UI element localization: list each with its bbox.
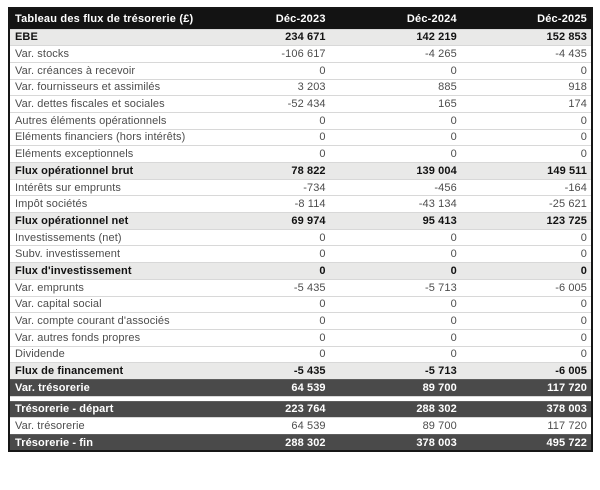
table-row [9, 29, 592, 46]
row-value: -52 434 [198, 96, 329, 113]
table-title: Tableau des flux de trésorerie (£) [9, 8, 198, 29]
row-value: 165 [330, 96, 461, 113]
table-row [9, 62, 592, 79]
table-row [9, 146, 592, 163]
table-row [9, 229, 592, 246]
row-value: 117 720 [461, 418, 592, 435]
row-value: 234 671 [198, 29, 329, 46]
row-value: 288 302 [330, 401, 461, 418]
row-value: 0 [198, 246, 329, 263]
column-header-dec-2025: Déc-2025 [461, 8, 592, 29]
row-label: Trésorerie - fin [9, 435, 198, 452]
table-row [9, 279, 592, 296]
row-value: 0 [461, 146, 592, 163]
row-value: 0 [198, 313, 329, 330]
row-value: 0 [461, 246, 592, 263]
row-value: 0 [330, 229, 461, 246]
row-value: -43 134 [330, 196, 461, 213]
row-label: Impôt sociétés [9, 196, 198, 213]
row-label: Var. créances à recevoir [9, 62, 198, 79]
row-label: Var. autres fonds propres [9, 329, 198, 346]
row-value: 0 [461, 263, 592, 280]
row-label: Intérêts sur emprunts [9, 179, 198, 196]
row-label: Eléments exceptionnels [9, 146, 198, 163]
table-row [9, 163, 592, 180]
row-value: 495 722 [461, 435, 592, 452]
table-header-row [9, 8, 592, 29]
table-row [9, 213, 592, 230]
row-label: Var. trésorerie [9, 379, 198, 396]
table-body [9, 29, 592, 451]
row-value: 0 [198, 229, 329, 246]
row-value: 0 [461, 129, 592, 146]
row-value: 3 203 [198, 79, 329, 96]
row-value: -106 617 [198, 46, 329, 63]
row-value: 0 [330, 62, 461, 79]
row-label: Var. stocks [9, 46, 198, 63]
row-value: -5 713 [330, 363, 461, 380]
row-value: 0 [198, 346, 329, 363]
row-value: -4 265 [330, 46, 461, 63]
row-value: 0 [330, 129, 461, 146]
row-label: Var. emprunts [9, 279, 198, 296]
table-row [9, 329, 592, 346]
row-value: 78 822 [198, 163, 329, 180]
row-value: 149 511 [461, 163, 592, 180]
row-value: 0 [461, 62, 592, 79]
row-value: -25 621 [461, 196, 592, 213]
row-value: 117 720 [461, 379, 592, 396]
row-label: Investissements (net) [9, 229, 198, 246]
row-value: 64 539 [198, 418, 329, 435]
row-value: 0 [198, 62, 329, 79]
row-value: 288 302 [198, 435, 329, 452]
table-row [9, 112, 592, 129]
row-label: EBE [9, 29, 198, 46]
row-value: 64 539 [198, 379, 329, 396]
row-value: 0 [461, 313, 592, 330]
table-row [9, 179, 592, 196]
row-value: -734 [198, 179, 329, 196]
row-label: Flux opérationnel brut [9, 163, 198, 180]
row-label: Subv. investissement [9, 246, 198, 263]
table-row [9, 313, 592, 330]
row-value: 0 [330, 346, 461, 363]
row-value: 378 003 [461, 401, 592, 418]
row-value: 0 [330, 329, 461, 346]
table-row [9, 435, 592, 452]
row-value: 0 [461, 296, 592, 313]
table-row [9, 46, 592, 63]
row-value: 0 [198, 146, 329, 163]
row-label: Var. compte courant d'associés [9, 313, 198, 330]
cashflow-table [8, 7, 593, 452]
row-value: 139 004 [330, 163, 461, 180]
row-value: 0 [198, 129, 329, 146]
row-value: 69 974 [198, 213, 329, 230]
row-value: 918 [461, 79, 592, 96]
row-label: Trésorerie - départ [9, 401, 198, 418]
row-value: -6 005 [461, 279, 592, 296]
row-label: Flux de financement [9, 363, 198, 380]
row-label: Flux d'investissement [9, 263, 198, 280]
table-row [9, 346, 592, 363]
row-value: 0 [198, 112, 329, 129]
row-value: 0 [330, 112, 461, 129]
row-label: Eléments financiers (hors intérêts) [9, 129, 198, 146]
row-label: Autres éléments opérationnels [9, 112, 198, 129]
table-row [9, 363, 592, 380]
row-value: 885 [330, 79, 461, 96]
table-row [9, 79, 592, 96]
row-value: 0 [198, 329, 329, 346]
row-value: -5 435 [198, 279, 329, 296]
row-value: 0 [330, 246, 461, 263]
table-row [9, 379, 592, 396]
table-row [9, 296, 592, 313]
row-value: -164 [461, 179, 592, 196]
row-value: 0 [461, 329, 592, 346]
row-label: Var. dettes fiscales et sociales [9, 96, 198, 113]
row-value: 0 [330, 313, 461, 330]
row-value: 0 [461, 346, 592, 363]
row-label: Dividende [9, 346, 198, 363]
row-value: -4 435 [461, 46, 592, 63]
row-value: 152 853 [461, 29, 592, 46]
row-value: 142 219 [330, 29, 461, 46]
row-value: -6 005 [461, 363, 592, 380]
row-value: 378 003 [330, 435, 461, 452]
table-row [9, 263, 592, 280]
row-value: 123 725 [461, 213, 592, 230]
table-row [9, 418, 592, 435]
table-row [9, 129, 592, 146]
row-label: Var. capital social [9, 296, 198, 313]
row-value: 0 [330, 296, 461, 313]
row-value: 0 [330, 263, 461, 280]
row-value: 95 413 [330, 213, 461, 230]
row-value: 174 [461, 96, 592, 113]
row-label: Var. fournisseurs et assimilés [9, 79, 198, 96]
table-row [9, 196, 592, 213]
row-label: Flux opérationnel net [9, 213, 198, 230]
row-value: 0 [461, 229, 592, 246]
table-row [9, 96, 592, 113]
row-label: Var. trésorerie [9, 418, 198, 435]
row-value: 0 [461, 112, 592, 129]
row-value: 89 700 [330, 379, 461, 396]
row-value: 0 [330, 146, 461, 163]
row-value: 223 764 [198, 401, 329, 418]
table-row [9, 246, 592, 263]
row-value: -5 713 [330, 279, 461, 296]
row-value: -456 [330, 179, 461, 196]
column-header-dec-2024: Déc-2024 [330, 8, 461, 29]
table-row [9, 401, 592, 418]
column-header-dec-2023: Déc-2023 [198, 8, 329, 29]
row-value: -5 435 [198, 363, 329, 380]
row-value: 0 [198, 296, 329, 313]
row-value: 0 [198, 263, 329, 280]
row-value: -8 114 [198, 196, 329, 213]
row-value: 89 700 [330, 418, 461, 435]
